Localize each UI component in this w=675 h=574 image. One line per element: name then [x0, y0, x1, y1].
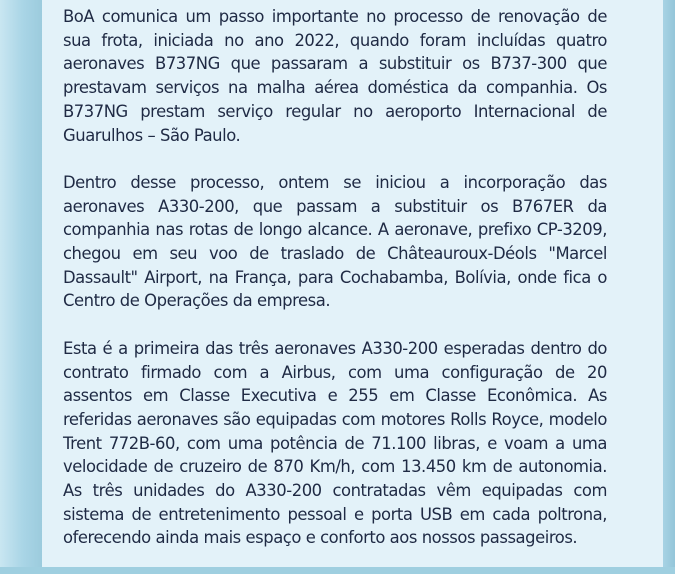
paragraph-a330-arrival: Dentro desse processo, ontem se iniciou a incorporação das aeronaves A330-200, que passam a substituir os B767ER da companhia nas rotas de longo alcance. A aeronave, prefixo CP-3209, chegou em seu voo de traslado de Châteauroux-Déols "Marcel Dassault" Airport, na França, para Cochabamba, Bolívia, onde fica o Centro de Operações da empresa.: [63, 172, 607, 311]
paragraph-aircraft-specs: Esta é a primeira das três aeronaves A330-200 esperadas dentro do contrato firmado com a Airbus, com uma configuração de 20 assentos em Classe Executiva e 255 em Classe Econômica. As referidas aeronaves são equipadas com motores Rolls Royce, modelo Trent 772B-60, com uma potência de 71.100 libras, e voam a uma velocidade de cruzeiro de 870 Km/h, com 13.450 km de autonomia. As três unidades do A330-200 contratadas vêm equipadas com sistema de entretenimento pessoal e porta USB em cada poltrona, oferecendo ainda mais espaço e conforto aos nossos passageiros.: [63, 338, 607, 548]
paragraph-fleet-renewal: BoA comunica um passo importante no processo de renovação de sua frota, iniciada no ano 2022, quando foram incluídas quatro aeronaves B737NG que passaram a substituir os B737-300 que prestavam serviços na malha aérea doméstica da companhia. Os B737NG prestam serviço regular no aeroporto Internacional de Guarulhos – São Paulo.: [63, 7, 607, 145]
press-release-body: [63, 5, 607, 574]
left-decorative-border: [0, 0, 42, 567]
content-panel: [42, 0, 663, 567]
right-decorative-border: [663, 0, 675, 567]
